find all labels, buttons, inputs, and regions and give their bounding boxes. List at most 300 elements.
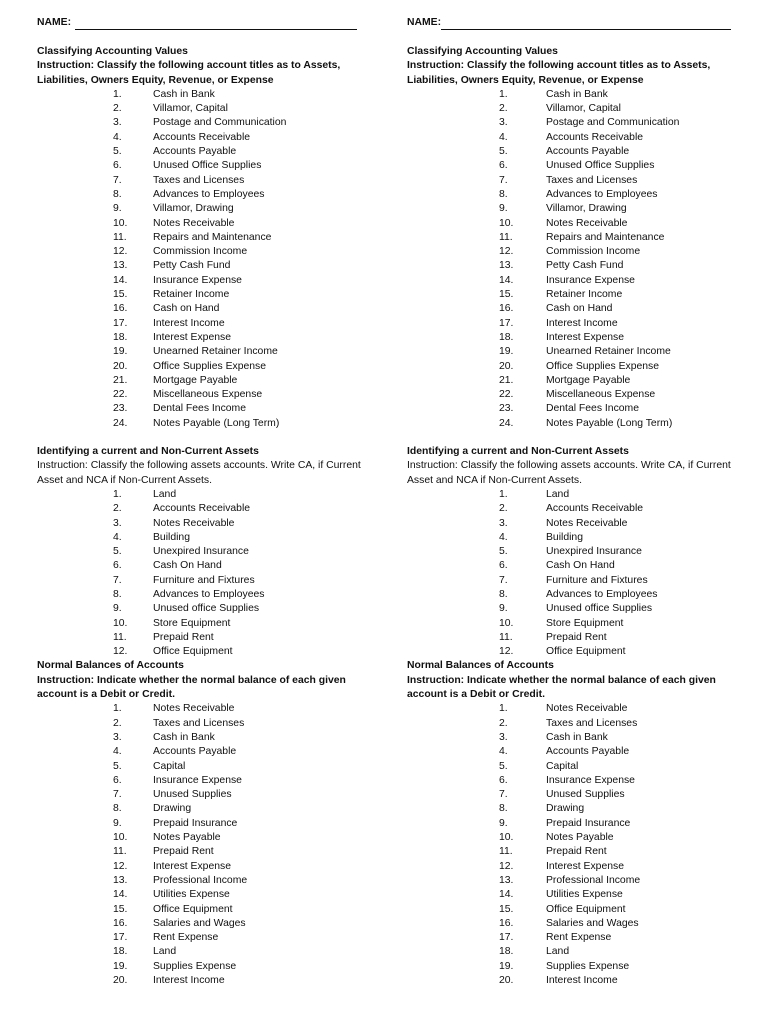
item-number: 15. bbox=[499, 903, 514, 915]
list-item bbox=[407, 745, 737, 759]
item-number: 7. bbox=[113, 174, 122, 186]
item-number: 9. bbox=[499, 203, 508, 215]
list-item bbox=[37, 717, 367, 731]
account-title: Miscellaneous Expense bbox=[153, 389, 263, 401]
list-item bbox=[407, 760, 737, 774]
item-number: 17. bbox=[113, 932, 128, 944]
list-item bbox=[407, 259, 737, 273]
list-item bbox=[407, 931, 737, 945]
account-title: Professional Income bbox=[153, 874, 248, 886]
item-number: 23. bbox=[113, 403, 128, 415]
account-title: Rent Expense bbox=[153, 932, 219, 944]
list-item bbox=[37, 888, 367, 902]
account-title: Prepaid Rent bbox=[546, 846, 607, 858]
item-number: 2. bbox=[113, 503, 122, 515]
account-title: Salaries and Wages bbox=[153, 917, 246, 929]
item-number: 16. bbox=[113, 303, 128, 315]
item-number: 10. bbox=[113, 617, 128, 629]
list-item bbox=[407, 102, 737, 116]
account-title: Unused Supplies bbox=[546, 789, 625, 801]
account-title: Postage and Communication bbox=[546, 117, 680, 129]
item-number: 11. bbox=[499, 846, 513, 858]
account-title: Villamor, Drawing bbox=[153, 203, 234, 215]
account-list bbox=[37, 702, 367, 988]
item-number: 19. bbox=[113, 346, 128, 358]
item-number: 24. bbox=[499, 417, 514, 429]
item-number: 14. bbox=[113, 889, 128, 901]
list-item bbox=[37, 517, 367, 531]
list-item bbox=[407, 245, 737, 259]
account-title: Drawing bbox=[546, 803, 585, 815]
item-number: 9. bbox=[113, 817, 122, 829]
list-item bbox=[407, 502, 737, 516]
list-item bbox=[407, 617, 737, 631]
account-title: Retainer Income bbox=[546, 289, 623, 301]
list-item bbox=[407, 588, 737, 602]
account-title: Advances to Employees bbox=[153, 588, 265, 600]
item-number: 4. bbox=[499, 131, 508, 143]
item-number: 15. bbox=[499, 289, 514, 301]
item-number: 3. bbox=[113, 731, 122, 743]
account-title: Repairs and Maintenance bbox=[153, 231, 272, 243]
item-number: 21. bbox=[113, 374, 128, 386]
item-number: 6. bbox=[499, 774, 508, 786]
item-number: 12. bbox=[113, 246, 128, 258]
item-number: 22. bbox=[113, 389, 128, 401]
list-item bbox=[37, 760, 367, 774]
item-number: 7. bbox=[499, 574, 508, 586]
item-number: 8. bbox=[113, 803, 122, 815]
account-title: Cash on Hand bbox=[546, 303, 613, 315]
list-item bbox=[407, 374, 737, 388]
item-number: 20. bbox=[113, 975, 128, 986]
item-number: 8. bbox=[499, 803, 508, 815]
item-number: 2. bbox=[113, 717, 122, 729]
list-item bbox=[407, 788, 737, 802]
account-title: Advances to Employees bbox=[546, 588, 658, 600]
list-item bbox=[37, 360, 367, 374]
account-title: Interest Expense bbox=[546, 860, 624, 872]
list-item bbox=[407, 145, 737, 159]
item-number: 4. bbox=[499, 531, 508, 543]
item-number: 2. bbox=[499, 103, 508, 115]
item-number: 13. bbox=[499, 874, 514, 886]
account-title: Villamor, Capital bbox=[153, 103, 228, 115]
account-title: Dental Fees Income bbox=[153, 403, 246, 415]
list-item bbox=[407, 488, 737, 502]
item-number: 7. bbox=[499, 789, 508, 801]
list-item bbox=[37, 88, 367, 102]
item-number: 4. bbox=[113, 746, 122, 758]
list-item bbox=[37, 488, 367, 502]
account-title: Prepaid Insurance bbox=[546, 817, 631, 829]
account-title: Accounts Payable bbox=[153, 746, 237, 758]
list-item bbox=[407, 402, 737, 416]
account-title: Supplies Expense bbox=[546, 960, 630, 972]
account-title: Cash in Bank bbox=[153, 88, 215, 100]
item-number: 6. bbox=[113, 560, 122, 572]
account-title: Notes Payable (Long Term) bbox=[546, 417, 673, 429]
section-title: Identifying a current and Non-Current Assets bbox=[407, 446, 629, 458]
worksheet-right-copy bbox=[407, 16, 737, 988]
list-item bbox=[37, 302, 367, 316]
account-title: Notes Payable bbox=[546, 832, 614, 844]
item-number: 21. bbox=[499, 374, 514, 386]
account-title: Notes Receivable bbox=[546, 517, 628, 529]
list-item bbox=[37, 845, 367, 859]
item-number: 10. bbox=[499, 617, 514, 629]
item-number: 9. bbox=[113, 603, 122, 615]
account-title: Advances to Employees bbox=[153, 188, 265, 200]
list-item bbox=[407, 645, 737, 659]
account-title: Land bbox=[546, 946, 570, 958]
item-number: 6. bbox=[113, 774, 122, 786]
list-item bbox=[37, 374, 367, 388]
list-item bbox=[407, 317, 737, 331]
list-item bbox=[407, 274, 737, 288]
item-number: 12. bbox=[499, 246, 514, 258]
account-title: Insurance Expense bbox=[546, 274, 635, 286]
item-number: 17. bbox=[113, 317, 128, 329]
list-item bbox=[407, 831, 737, 845]
list-item bbox=[407, 802, 737, 816]
account-title: Utilities Expense bbox=[153, 889, 230, 901]
account-title: Advances to Employees bbox=[546, 188, 658, 200]
worksheet-left-copy bbox=[37, 16, 367, 988]
list-item bbox=[37, 388, 367, 402]
item-number: 22. bbox=[499, 389, 514, 401]
list-item bbox=[407, 531, 737, 545]
list-item bbox=[407, 631, 737, 645]
account-list bbox=[407, 488, 737, 660]
account-title: Prepaid Insurance bbox=[153, 817, 238, 829]
item-number: 18. bbox=[499, 946, 514, 958]
account-title: Land bbox=[546, 488, 570, 500]
item-number: 10. bbox=[499, 832, 514, 844]
item-number: 10. bbox=[499, 217, 514, 229]
account-title: Land bbox=[153, 946, 177, 958]
list-item bbox=[407, 345, 737, 359]
account-list bbox=[407, 88, 737, 431]
list-item bbox=[37, 402, 367, 416]
list-item bbox=[37, 345, 367, 359]
list-item bbox=[407, 417, 737, 431]
list-item bbox=[37, 217, 367, 231]
account-list bbox=[37, 88, 367, 431]
list-item bbox=[37, 159, 367, 173]
account-title: Unearned Retainer Income bbox=[546, 346, 671, 358]
list-item bbox=[407, 116, 737, 130]
list-item bbox=[37, 874, 367, 888]
item-number: 19. bbox=[113, 960, 128, 972]
item-number: 8. bbox=[113, 588, 122, 600]
list-item bbox=[37, 774, 367, 788]
item-number: 11. bbox=[499, 231, 513, 243]
account-title: Insurance Expense bbox=[153, 774, 242, 786]
item-number: 17. bbox=[499, 932, 514, 944]
account-title: Furniture and Fixtures bbox=[153, 574, 255, 586]
account-title: Taxes and Licenses bbox=[153, 717, 245, 729]
item-number: 12. bbox=[499, 646, 514, 658]
account-title: Accounts Receivable bbox=[153, 503, 251, 515]
list-item bbox=[407, 774, 737, 788]
item-number: 12. bbox=[113, 646, 128, 658]
item-number: 4. bbox=[499, 746, 508, 758]
list-item bbox=[37, 788, 367, 802]
account-title: Professional Income bbox=[546, 874, 641, 886]
item-number: 9. bbox=[113, 203, 122, 215]
item-number: 5. bbox=[499, 760, 508, 772]
list-item bbox=[407, 960, 737, 974]
account-title: Notes Payable bbox=[153, 832, 221, 844]
section-instruction: Instruction: Classify the following assets accounts. Write CA, if Current Asset and NCA if Non-Current Assets. bbox=[407, 460, 731, 486]
item-number: 13. bbox=[113, 874, 128, 886]
section-instruction: Instruction: Classify the following account titles as to Assets, Liabilities, Owners Equity, Revenue, or Expense bbox=[37, 60, 341, 86]
account-title: Interest Income bbox=[546, 975, 618, 986]
account-title: Prepaid Rent bbox=[153, 846, 214, 858]
item-number: 8. bbox=[113, 188, 122, 200]
account-title: Land bbox=[153, 488, 177, 500]
item-number: 20. bbox=[499, 975, 514, 986]
account-title: Unused Office Supplies bbox=[153, 160, 262, 172]
item-number: 14. bbox=[113, 274, 128, 286]
account-title: Postage and Communication bbox=[153, 117, 287, 129]
item-number: 1. bbox=[113, 703, 122, 715]
account-title: Prepaid Rent bbox=[153, 631, 214, 643]
section-instruction: Instruction: Indicate whether the normal balance of each given account is a Debit or Credit. bbox=[407, 674, 716, 701]
account-title: Unused office Supplies bbox=[546, 603, 653, 615]
item-number: 20. bbox=[113, 360, 128, 372]
item-number: 23. bbox=[499, 403, 514, 415]
list-item bbox=[407, 574, 737, 588]
list-item bbox=[37, 731, 367, 745]
item-number: 4. bbox=[113, 131, 122, 143]
item-number: 11. bbox=[113, 231, 127, 243]
item-number: 19. bbox=[499, 960, 514, 972]
account-title: Interest Expense bbox=[153, 331, 231, 343]
list-item bbox=[37, 903, 367, 917]
list-item bbox=[37, 116, 367, 130]
account-title: Repairs and Maintenance bbox=[546, 231, 665, 243]
section-instruction: Instruction: Classify the following account titles as to Assets, Liabilities, Owners Equity, Revenue, or Expense bbox=[407, 60, 711, 86]
item-number: 1. bbox=[499, 703, 508, 715]
list-item bbox=[407, 702, 737, 716]
item-number: 3. bbox=[499, 517, 508, 529]
list-item bbox=[407, 974, 737, 988]
section-title: Normal Balances of Accounts bbox=[407, 660, 554, 672]
account-title: Store Equipment bbox=[153, 617, 231, 629]
account-title: Utilities Expense bbox=[546, 889, 623, 901]
worksheet-section bbox=[407, 45, 737, 431]
list-item bbox=[37, 502, 367, 516]
account-title: Store Equipment bbox=[546, 617, 624, 629]
account-title: Unearned Retainer Income bbox=[153, 346, 278, 358]
list-item bbox=[37, 617, 367, 631]
name-label: NAME: bbox=[37, 17, 72, 28]
list-item bbox=[37, 817, 367, 831]
name-blank-line bbox=[75, 18, 357, 30]
item-number: 6. bbox=[499, 560, 508, 572]
list-item bbox=[37, 245, 367, 259]
list-item bbox=[37, 174, 367, 188]
account-title: Office Supplies Expense bbox=[546, 360, 660, 372]
item-number: 11. bbox=[113, 631, 127, 643]
account-title: Taxes and Licenses bbox=[546, 174, 638, 186]
item-number: 3. bbox=[113, 117, 122, 129]
account-title: Cash in Bank bbox=[546, 88, 608, 100]
account-title: Taxes and Licenses bbox=[153, 174, 245, 186]
item-number: 6. bbox=[499, 160, 508, 172]
account-title: Capital bbox=[153, 760, 186, 772]
list-item bbox=[407, 231, 737, 245]
item-number: 13. bbox=[113, 260, 128, 272]
list-item bbox=[407, 602, 737, 616]
account-title: Petty Cash Fund bbox=[153, 260, 231, 272]
item-number: 10. bbox=[113, 217, 128, 229]
account-title: Petty Cash Fund bbox=[546, 260, 624, 272]
list-item bbox=[37, 331, 367, 345]
list-item bbox=[37, 145, 367, 159]
list-item bbox=[37, 702, 367, 716]
worksheet-section bbox=[37, 659, 367, 988]
item-number: 18. bbox=[499, 331, 514, 343]
account-title: Unused office Supplies bbox=[153, 603, 260, 615]
account-title: Capital bbox=[546, 760, 579, 772]
item-number: 3. bbox=[113, 517, 122, 529]
item-number: 12. bbox=[499, 860, 514, 872]
worksheet-section bbox=[407, 445, 737, 659]
account-title: Notes Receivable bbox=[153, 217, 235, 229]
item-number: 20. bbox=[499, 360, 514, 372]
item-number: 6. bbox=[113, 160, 122, 172]
account-title: Miscellaneous Expense bbox=[546, 389, 656, 401]
account-title: Notes Receivable bbox=[153, 703, 235, 715]
worksheet-section bbox=[37, 45, 367, 431]
item-number: 5. bbox=[113, 760, 122, 772]
list-item bbox=[407, 159, 737, 173]
account-title: Office Equipment bbox=[153, 646, 233, 658]
account-title: Insurance Expense bbox=[153, 274, 242, 286]
item-number: 2. bbox=[499, 717, 508, 729]
list-item bbox=[407, 817, 737, 831]
account-title: Unexpired Insurance bbox=[546, 546, 642, 558]
item-number: 16. bbox=[499, 303, 514, 315]
list-item bbox=[407, 188, 737, 202]
list-item bbox=[407, 174, 737, 188]
account-title: Prepaid Rent bbox=[546, 631, 607, 643]
account-title: Cash On Hand bbox=[153, 560, 222, 572]
item-number: 16. bbox=[113, 917, 128, 929]
item-number: 3. bbox=[499, 117, 508, 129]
list-item bbox=[37, 131, 367, 145]
list-item bbox=[407, 517, 737, 531]
list-item bbox=[407, 903, 737, 917]
list-item bbox=[37, 802, 367, 816]
account-title: Building bbox=[153, 531, 190, 543]
account-title: Commission Income bbox=[546, 246, 641, 258]
list-item bbox=[37, 974, 367, 988]
item-number: 18. bbox=[113, 946, 128, 958]
list-item bbox=[407, 874, 737, 888]
account-title: Building bbox=[546, 531, 583, 543]
list-item bbox=[37, 945, 367, 959]
account-title: Taxes and Licenses bbox=[546, 717, 638, 729]
list-item bbox=[37, 188, 367, 202]
item-number: 11. bbox=[499, 631, 513, 643]
account-title: Office Equipment bbox=[153, 903, 233, 915]
section-title: Classifying Accounting Values bbox=[37, 46, 188, 57]
list-item bbox=[37, 417, 367, 431]
list-item bbox=[37, 645, 367, 659]
account-title: Unused Supplies bbox=[153, 789, 232, 801]
list-item bbox=[37, 960, 367, 974]
account-title: Accounts Receivable bbox=[546, 503, 644, 515]
list-item bbox=[407, 131, 737, 145]
item-number: 1. bbox=[113, 88, 122, 100]
account-title: Mortgage Payable bbox=[153, 374, 238, 386]
item-number: 1. bbox=[499, 88, 508, 100]
account-title: Office Supplies Expense bbox=[153, 360, 267, 372]
account-title: Accounts Payable bbox=[546, 746, 630, 758]
section-title: Classifying Accounting Values bbox=[407, 46, 558, 57]
account-title: Drawing bbox=[153, 803, 192, 815]
account-title: Interest Income bbox=[546, 317, 618, 329]
list-item bbox=[407, 845, 737, 859]
item-number: 5. bbox=[499, 146, 508, 158]
account-title: Cash On Hand bbox=[546, 560, 615, 572]
list-item bbox=[407, 302, 737, 316]
section-instruction: Instruction: Classify the following assets accounts. Write CA, if Current Asset and NCA if Non-Current Assets. bbox=[37, 460, 361, 486]
account-title: Cash on Hand bbox=[153, 303, 220, 315]
item-number: 2. bbox=[499, 503, 508, 515]
list-item bbox=[407, 202, 737, 216]
item-number: 12. bbox=[113, 860, 128, 872]
account-title: Notes Receivable bbox=[546, 217, 628, 229]
list-item bbox=[37, 288, 367, 302]
account-title: Accounts Payable bbox=[546, 146, 630, 158]
section-title: Normal Balances of Accounts bbox=[37, 660, 184, 672]
list-item bbox=[407, 945, 737, 959]
list-item bbox=[407, 288, 737, 302]
item-number: 5. bbox=[113, 546, 122, 558]
account-title: Salaries and Wages bbox=[546, 917, 639, 929]
item-number: 15. bbox=[113, 289, 128, 301]
account-title: Insurance Expense bbox=[546, 774, 635, 786]
item-number: 1. bbox=[113, 488, 122, 500]
item-number: 24. bbox=[113, 417, 128, 429]
account-title: Notes Payable (Long Term) bbox=[153, 417, 280, 429]
list-item bbox=[407, 860, 737, 874]
account-title: Interest Expense bbox=[546, 331, 624, 343]
item-number: 7. bbox=[113, 789, 122, 801]
item-number: 1. bbox=[499, 488, 508, 500]
list-item bbox=[37, 917, 367, 931]
account-title: Cash in Bank bbox=[153, 731, 215, 743]
item-number: 9. bbox=[499, 603, 508, 615]
item-number: 7. bbox=[113, 574, 122, 586]
item-number: 14. bbox=[499, 889, 514, 901]
list-item bbox=[407, 888, 737, 902]
account-title: Accounts Receivable bbox=[546, 131, 644, 143]
list-item bbox=[407, 388, 737, 402]
list-item bbox=[407, 717, 737, 731]
account-title: Interest Expense bbox=[153, 860, 231, 872]
list-item bbox=[37, 860, 367, 874]
worksheet-section bbox=[407, 659, 737, 988]
account-title: Interest Income bbox=[153, 975, 225, 986]
item-number: 7. bbox=[499, 174, 508, 186]
account-list bbox=[407, 702, 737, 988]
